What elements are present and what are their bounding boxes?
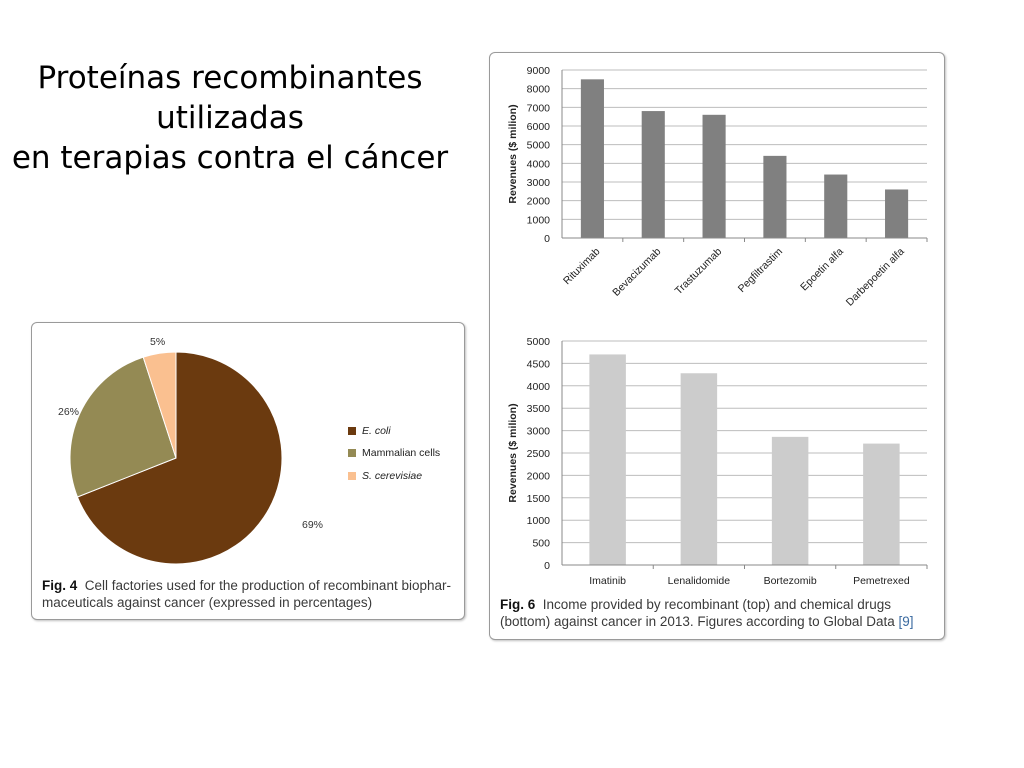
bottom-chart-y-tick-label-10: 5000 [526, 336, 550, 348]
slide-title-line-3: en terapias contra el cáncer [11, 140, 449, 176]
legend-swatch-3 [348, 472, 356, 480]
legend-label-3: S. cerevisiae [362, 470, 423, 482]
bottom-chart-bar-1 [589, 354, 626, 565]
bottom-chart-bar-4 [863, 444, 900, 565]
top-chart-x-tick-label-5: Epoetin alfa [798, 245, 846, 294]
bottom-chart-y-tick-label-9: 4500 [526, 358, 550, 371]
bottom-chart-x-tick-label-1: Imatinib [589, 575, 627, 587]
figure-4-caption-line-1: Cell factories used for the production of recombinant biophar- [84, 578, 451, 593]
top-chart-x-tick-label-6: Darbepoetin alfa [843, 245, 907, 309]
figure-4-caption-label: Fig. 4 [42, 578, 78, 593]
top-chart-y-tick-label-8: 8000 [526, 83, 550, 96]
slide-title-line-2: utilizadas [156, 100, 304, 136]
top-chart-y-tick-label-1: 1000 [526, 214, 550, 227]
bar-chart-top [490, 53, 944, 328]
bottom-chart-y-tick-label-5: 2500 [526, 448, 550, 460]
bottom-chart-y-tick-label-4: 2000 [526, 470, 550, 483]
top-chart-x-tick-label-4: Pegfiltrastim [735, 245, 786, 295]
top-chart-x-tick-label-2: Bevacizumab [610, 245, 664, 299]
bottom-chart-y-tick-label-0: 0 [544, 560, 550, 572]
figure-6-caption-line-1: Income provided by recombinant (top) and chemical drugs [542, 597, 891, 612]
bottom-chart-y-tick-label-2: 1000 [526, 515, 550, 528]
bottom-chart-bar-3 [772, 437, 809, 565]
top-chart-y-tick-label-3: 3000 [526, 177, 550, 189]
top-chart-y-tick-label-4: 4000 [526, 158, 550, 171]
top-chart-y-tick-label-7: 7000 [526, 102, 550, 115]
legend-swatch-1 [348, 427, 356, 435]
figure-6-caption-label: Fig. 6 [500, 597, 536, 612]
top-chart-bar-4 [763, 156, 786, 238]
figure-4-caption [42, 577, 462, 611]
bottom-chart-bar-2 [681, 373, 718, 565]
top-chart-y-tick-label-5: 5000 [526, 139, 550, 152]
bottom-chart-y-tick-label-7: 3500 [526, 403, 550, 416]
figure-4-panel [31, 322, 465, 620]
bottom-chart-y-tick-label-8: 4000 [526, 380, 550, 393]
top-chart-bar-2 [642, 111, 665, 238]
figure-6-caption-line-2: (bottom) against cancer in 2013. Figures according to Global Data [500, 614, 899, 629]
figure-6-citation-link[interactable]: [9] [898, 614, 914, 629]
slide-title-line-1: Proteínas recombinantes [37, 60, 423, 96]
pie-data-label-3: 5% [150, 336, 166, 348]
bottom-chart-y-tick-label-6: 3000 [526, 425, 550, 438]
bottom-chart-y-tick-label-3: 1500 [526, 492, 550, 505]
pie-data-label-2: 26% [58, 406, 80, 418]
top-chart-y-tick-label-9: 9000 [526, 65, 550, 77]
legend-label-2: Mammalian cells [362, 447, 441, 459]
figure-6-caption [500, 596, 940, 630]
top-chart-y-tick-label-6: 6000 [526, 121, 550, 133]
figure-4-caption-line-2: maceuticals against cancer (expressed in percentages) [42, 595, 373, 610]
top-chart-x-tick-label-1: Rituximab [561, 245, 603, 288]
bottom-chart-x-tick-label-2: Lenalidomide [667, 575, 731, 587]
top-chart-y-tick-label-0: 0 [544, 233, 550, 245]
slide-title [0, 58, 460, 178]
figure-6-panel [489, 52, 945, 640]
top-chart-bar-5 [824, 175, 847, 238]
top-chart-bar-6 [885, 189, 908, 238]
bar-chart-bottom [490, 331, 944, 596]
pie-chart [32, 323, 464, 575]
legend-swatch-2 [348, 449, 356, 457]
top-chart-bar-3 [703, 115, 726, 238]
pie-data-label-1: 69% [302, 519, 324, 531]
top-chart-y-axis-label: Revenues ($ milion) [507, 104, 519, 204]
top-chart-y-tick-label-2: 2000 [526, 195, 550, 208]
top-chart-bar-1 [581, 79, 604, 238]
top-chart-x-tick-label-3: Trastuzumab [672, 245, 725, 298]
bottom-chart-y-tick-label-1: 500 [532, 537, 550, 550]
bottom-chart-x-tick-label-4: Pemetrexed [853, 575, 910, 587]
bottom-chart-y-axis-label: Revenues ($ milion) [507, 403, 519, 503]
bottom-chart-x-tick-label-3: Bortezomib [763, 575, 817, 587]
legend-label-1: E. coli [362, 425, 391, 437]
